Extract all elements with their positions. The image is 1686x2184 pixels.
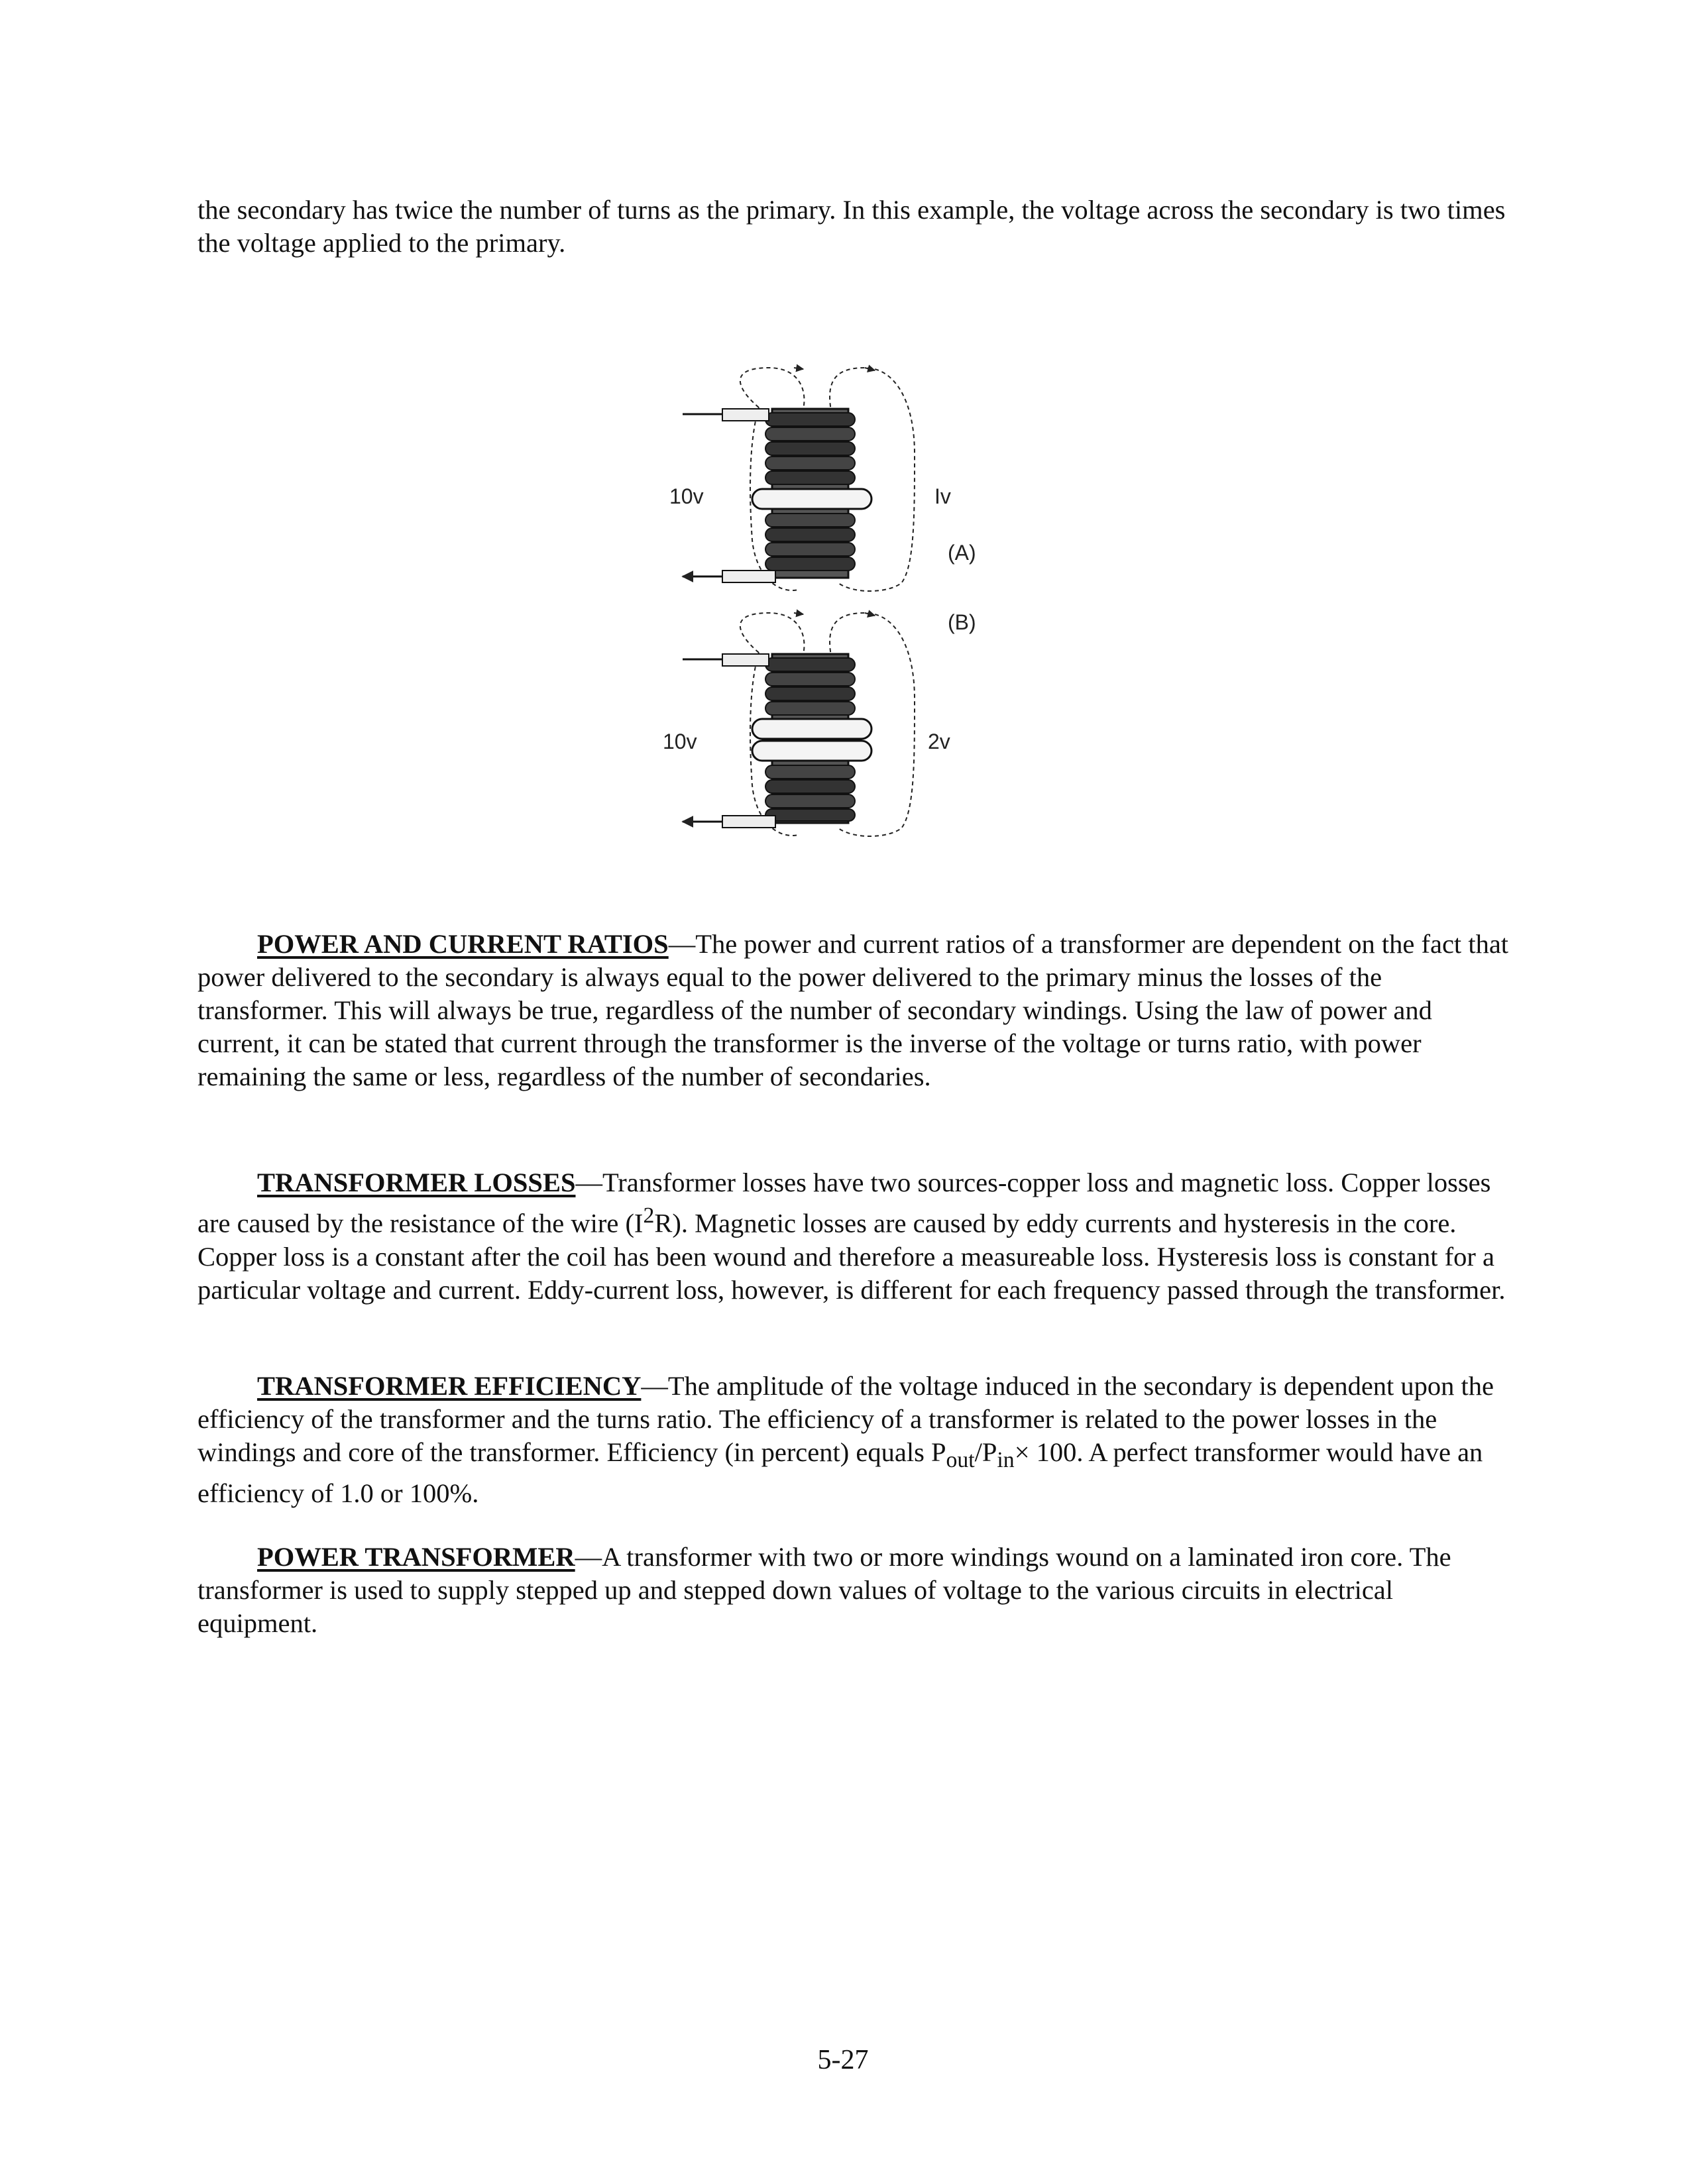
transformer-b — [663, 610, 976, 836]
section-power-transformer — [197, 1541, 1510, 1640]
section-heading: POWER AND CURRENT RATIOS — [257, 929, 669, 959]
section-body: —Transformer losses have two sources-copper loss and magnetic loss. Copper losses are caused by the resistance of the wire (I — [197, 1168, 1491, 1238]
figure-tag-a: (A) — [948, 541, 976, 565]
output-voltage-label-a: Iv — [934, 484, 951, 508]
section-body: —The amplitude of the voltage induced in the secondary is dependent upon the efficiency of the transformer and the turns ratio. The efficiency of a transformer is related to the power losses in the windings and core of the transformer. Efficiency (in percent) equals P — [197, 1371, 1494, 1467]
intro-paragraph: the secondary has twice the number of turns as the primary. In this example, the voltage across the secondary is two times the voltage applied to the primary. — [197, 195, 1506, 258]
section-heading: TRANSFORMER EFFICIENCY — [257, 1371, 642, 1401]
section-body-continued: R). Magnetic losses are caused by eddy currents and hysteresis in the core. Copper loss is a constant after the coil has been wound and therefore a measureable loss. Hysteresis loss is constant for a particular voltage and current. Eddy-current loss, however, is different for each frequency passed through the transformer. — [197, 1208, 1506, 1305]
section-body: —A transformer with two or more windings wound on a laminated iron core. The transformer is used to supply stepped up and stepped down values of voltage to the various circuits in electrical equipment. — [197, 1542, 1451, 1638]
section-heading: TRANSFORMER LOSSES — [257, 1168, 576, 1197]
flux-loop-icon — [740, 613, 805, 659]
transformer-diagram — [636, 361, 1060, 851]
flux-loop-icon — [740, 368, 805, 414]
section-body: —The power and current ratios of a transformer are dependent on the fact that power delivered to the secondary is always equal to the power delivered to the primary minus the losses of the transformer. This will always be true, regardless of the number of secondary windings. Using the law of power and current, it can be stated that current through the transformer is the inverse of the voltage or turns ratio, with power remaining the same or less, regardless of the number of secondaries. — [197, 929, 1509, 1091]
transformer-a — [669, 368, 976, 591]
subscript-out: out — [946, 1448, 975, 1473]
input-voltage-label-b: 10v — [663, 730, 697, 753]
section-body-continued: × 100. A perfect transformer would have an efficiency of 1.0 or 100%. — [197, 1437, 1483, 1509]
input-voltage-label-a: 10v — [669, 484, 704, 508]
subscript-in: in — [997, 1448, 1015, 1473]
section-power-current-ratios — [197, 928, 1510, 1093]
formula-mid: /P — [974, 1437, 997, 1467]
page-number: 5-27 — [817, 2045, 869, 2075]
section-transformer-losses — [197, 1166, 1510, 1307]
section-heading: POWER TRANSFORMER — [257, 1542, 575, 1572]
output-voltage-label-b: 2v — [928, 730, 950, 753]
superscript: 2 — [643, 1203, 655, 1228]
section-transformer-efficiency — [197, 1370, 1510, 1510]
figure-tag-b: (B) — [948, 610, 976, 634]
